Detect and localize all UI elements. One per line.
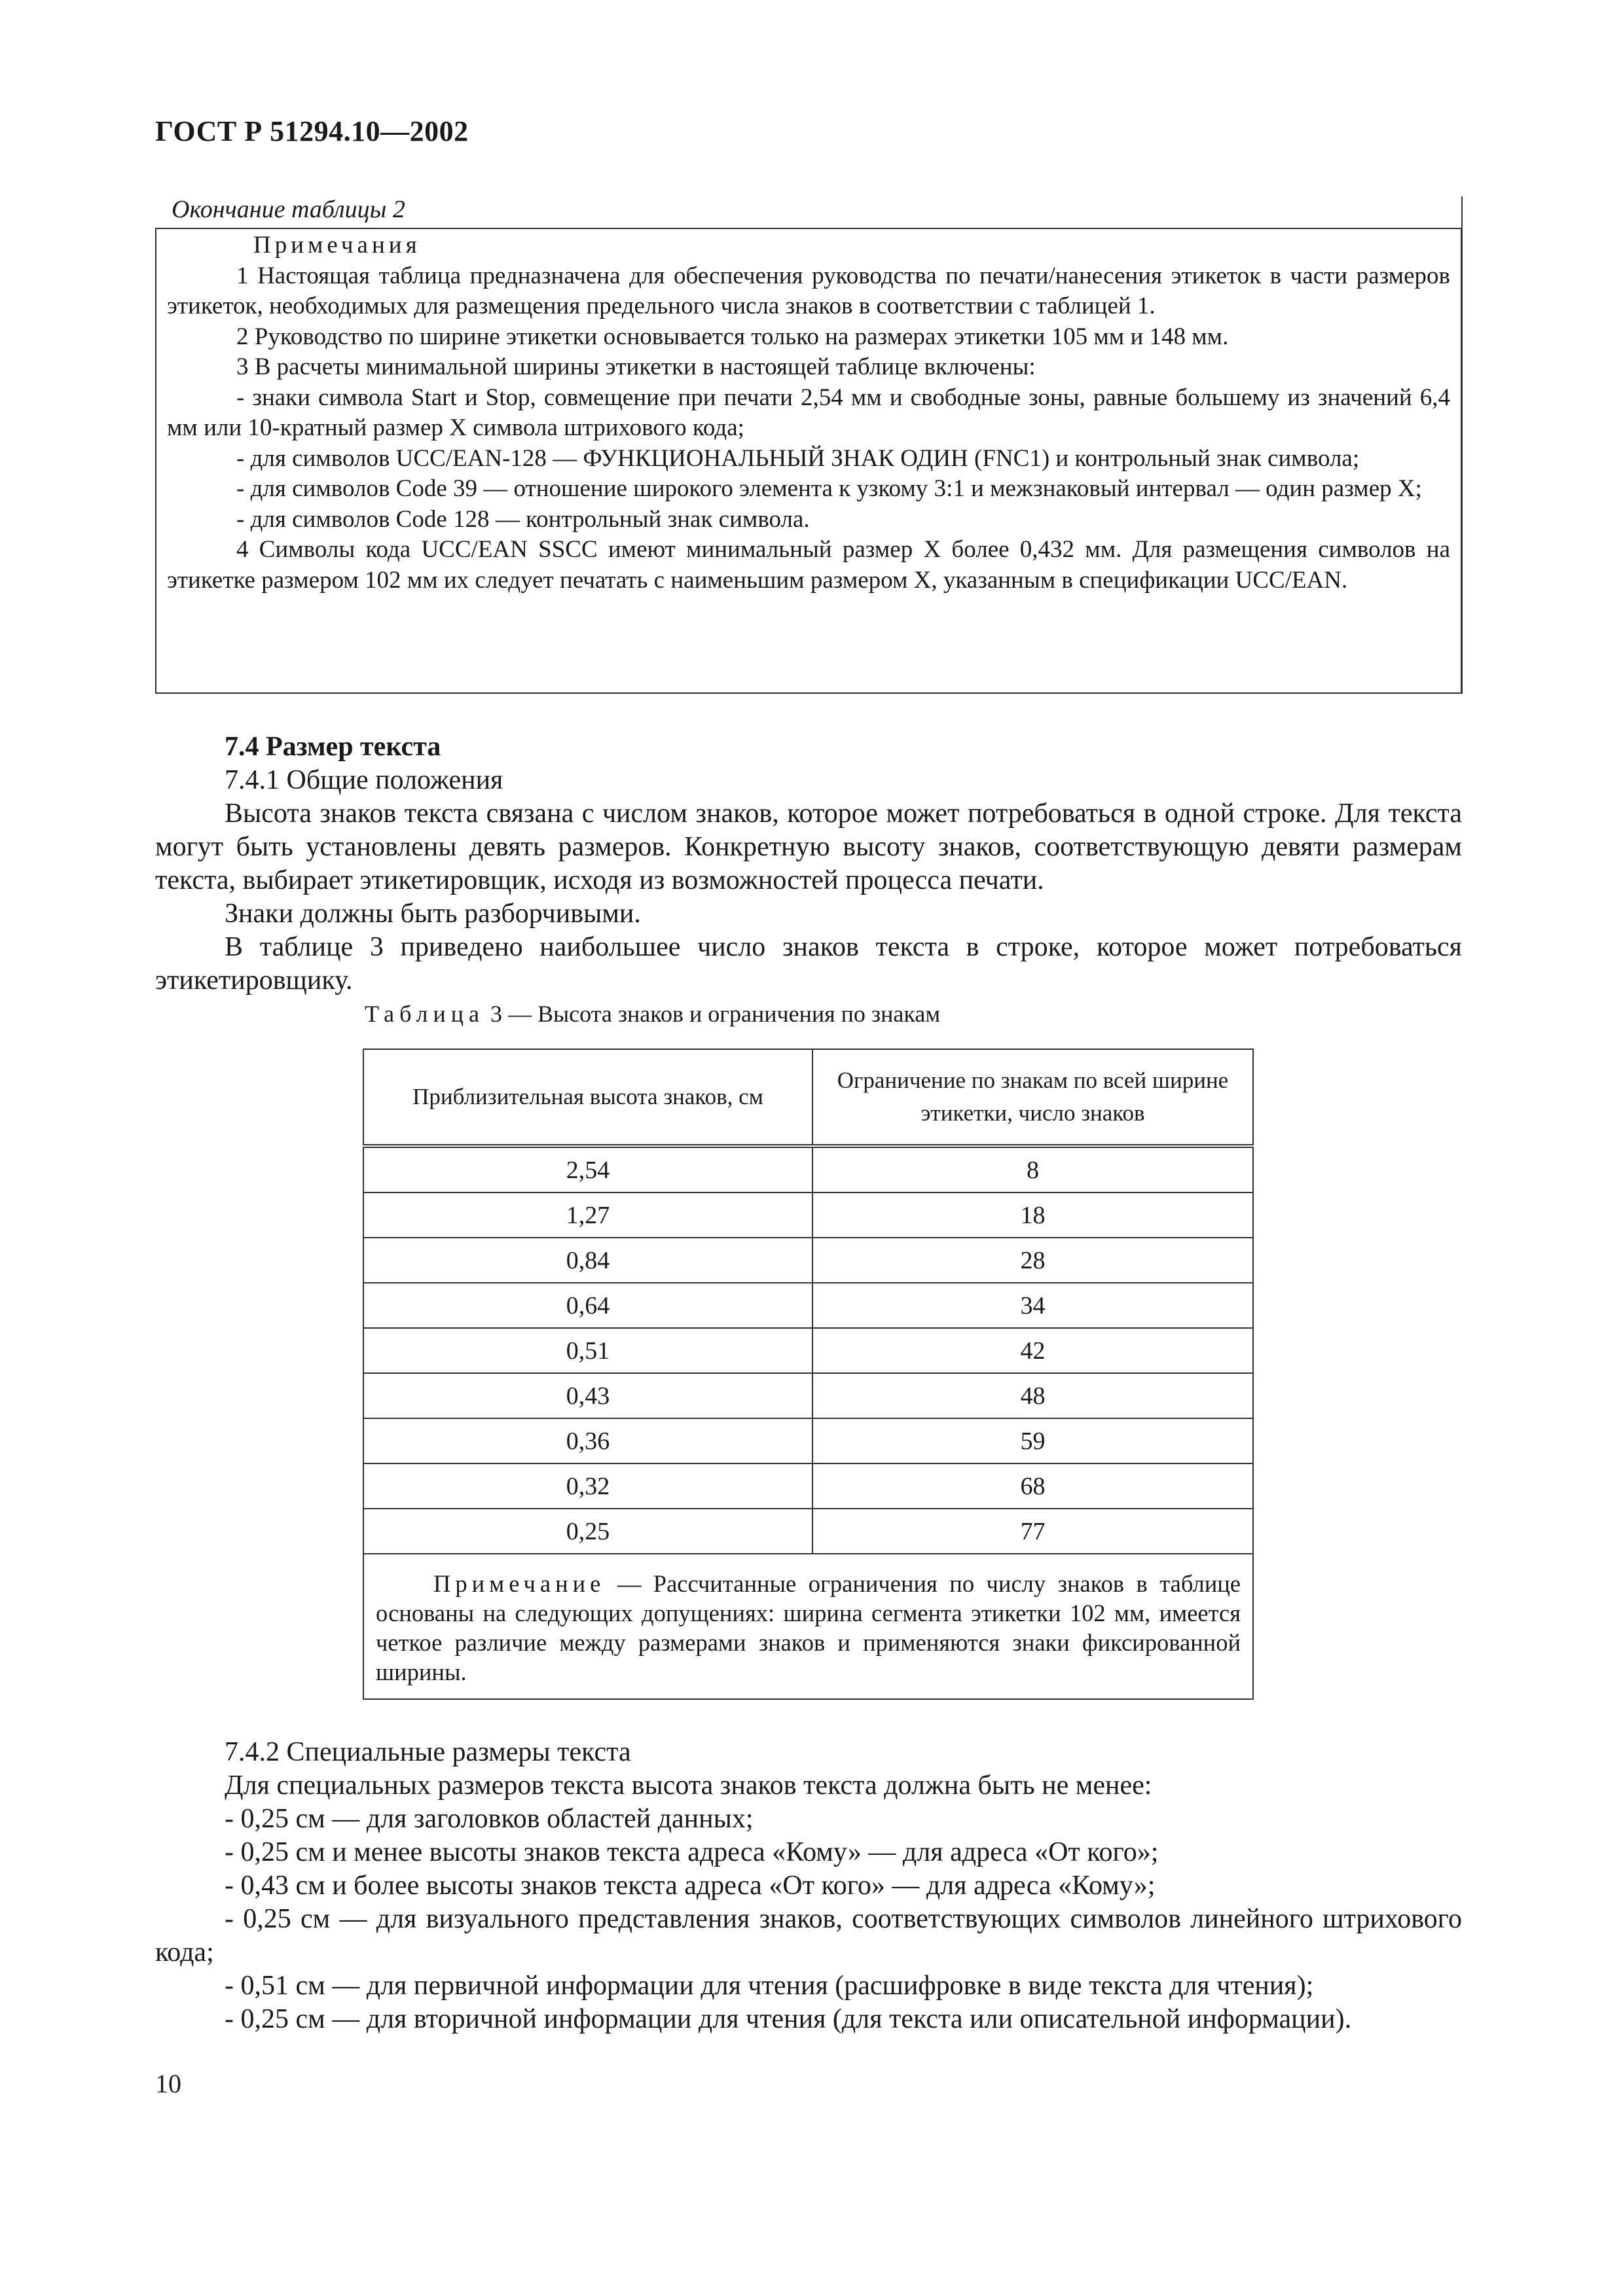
table-cell: 0,84 [363,1238,812,1283]
table-3 [363,1049,1254,1700]
section-7-4 [155,730,1462,997]
table-cell: 18 [812,1193,1253,1238]
table-cell: 0,36 [363,1418,812,1463]
table-cell: 8 [812,1146,1253,1193]
notes-heading: Примечания [253,232,421,259]
note-1: 1 Настоящая таблица предназначена для обеспечения руководства по печати/нанесения этикеток в части размеров этикеток, необходимых для размещения предельного числа знаков в соответствии с таблицей 1. [167,262,1450,319]
table-cell: 0,25 [363,1509,812,1554]
note-4: 4 Символы кода UCC/EAN SSCC имеют минимальный размер Х более 0,432 мм. Для размещения символов на этикетке размером 102 мм их следует печатать с наименьшим размером Х, указанным в спецификации UCC/EAN. [167,536,1450,594]
table-row [363,1193,1253,1238]
list-item: - 0,51 см — для первичной информации для чтения (расшифровке в виде текста для чтения); [225,1971,1314,2001]
table-row [363,1283,1253,1328]
table-note [363,1554,1253,1699]
table-row [363,1418,1253,1463]
note-label: Примечание [433,1570,606,1597]
table-notes [155,230,1462,596]
table-header-row [363,1049,1253,1146]
table-label: Таблица [365,1001,484,1027]
note-3-item-1: - знаки символа Start и Stop, совмещение при печати 2,54 мм и свободные зоны, равные большему из значений 6,4 мм или 10-кратный размер Х символа штрихового кода; [167,384,1450,441]
list-item: - 0,25 см — для заголовков областей данных; [225,1804,754,1834]
column-header: Ограничение по знакам по всей ширине этикетки, число знаков [812,1049,1253,1146]
table-cell: 68 [812,1463,1253,1509]
note-2: 2 Руководство по ширине этикетки основывается только на размерах этикетки 105 мм и 148 мм. [236,323,1229,350]
document-header: ГОСТ Р 51294.10—2002 [155,115,469,147]
subsection-title: 7.4.2 Специальные размеры текста [225,1737,631,1767]
table-cell: 0,43 [363,1373,812,1418]
list-item: - 0,25 см — для визуального представления знаков, соответствующих символов линейного штрихового кода; [155,1904,1462,1967]
table-cell: 0,64 [363,1283,812,1328]
paragraph: В таблице 3 приведено наибольшее число знаков текста в строке, которое может потребоваться этикетировщику. [155,932,1462,996]
table-row [363,1238,1253,1283]
page-number: 10 [155,2069,181,2098]
table-cell: 34 [812,1283,1253,1328]
note-3-item-4: - для символов Code 128 — контрольный знак символа. [236,505,810,533]
table-continuation-caption: Окончание таблицы 2 [172,196,405,223]
table-cell: 2,54 [363,1146,812,1193]
table-row [363,1146,1253,1193]
list-item: - 0,25 см — для вторичной информации для чтения (для текста или описательной информации). [225,2004,1352,2034]
section-title: 7.4 Размер текста [225,732,441,762]
table-cell: 77 [812,1509,1253,1554]
table-3-title [365,1000,940,1028]
table-note-row [363,1554,1253,1699]
paragraph: Высота знаков текста связана с числом знаков, которое может потребоваться в одной строке. Для текста могут быть установлены девять размеров. Конкретную высоту знаков, соответствующую девяти размерам текста, выбирает этикетировщик, исходя из возможностей процесса печати. [155,798,1462,895]
section-7-4-2 [155,1736,1462,2036]
note-3: 3 В расчеты минимальной ширины этикетки в настоящей таблице включены: [236,353,1036,380]
table-title-text: 3 — Высота знаков и ограничения по знакам [484,1001,941,1027]
note-text: — Рассчитанные ограничения по числу знаков в таблице основаны на следующих допущениях: ширина сегмента этикетки 102 мм, имеется четкое различие между размерами знаков и применяются знаки фиксированной ширины. [376,1570,1241,1685]
table-row [363,1373,1253,1418]
table-cell: 48 [812,1373,1253,1418]
subsection-title: 7.4.1 Общие положения [225,765,503,795]
paragraph: Знаки должны быть разборчивыми. [225,899,641,929]
paragraph: Для специальных размеров текста высота знаков текста должна быть не менее: [225,1770,1152,1801]
table-cell: 59 [812,1418,1253,1463]
table-row [363,1328,1253,1373]
list-item: - 0,25 см и менее высоты знаков текста адреса «Кому» — для адреса «От кого»; [225,1837,1159,1867]
note-3-item-3: - для символов Code 39 — отношение широкого элемента к узкому 3:1 и межзнаковый интервал — один размер Х; [236,475,1422,502]
table-cell: 0,32 [363,1463,812,1509]
table-row [363,1509,1253,1554]
table-cell: 1,27 [363,1193,812,1238]
column-header: Приблизительная высота знаков, см [363,1049,812,1146]
table-row [363,1463,1253,1509]
note-3-item-2: - для символов UCC/EAN-128 — ФУНКЦИОНАЛЬНЫЙ ЗНАК ОДИН (FNC1) и контрольный знак символа; [236,444,1360,472]
table-cell: 0,51 [363,1328,812,1373]
table-cell: 42 [812,1328,1253,1373]
table-cell: 28 [812,1238,1253,1283]
list-item: - 0,43 см и более высоты знаков текста адреса «От кого» — для адреса «Кому»; [225,1871,1156,1901]
